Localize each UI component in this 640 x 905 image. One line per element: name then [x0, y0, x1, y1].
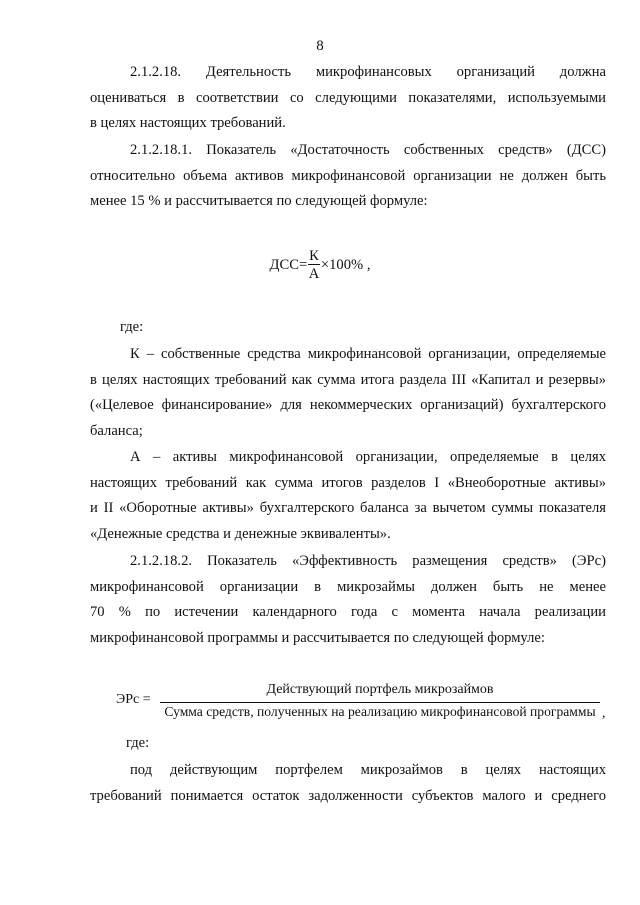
page-number: 8 — [316, 38, 324, 54]
text-line: в целях настоящих требований как сумма итога раздела III «Капитал и резервы» — [90, 371, 606, 388]
text-line: в целях настоящих требований. — [90, 115, 286, 132]
fraction-numerator: К — [309, 248, 319, 264]
formula-dss — [0, 248, 640, 283]
fraction-denominator: Сумма средств, полученных на реализацию микрофинансовой программы — [164, 704, 596, 719]
text-line: 70 % по истечении календарного года с момента начала реализации — [90, 604, 606, 621]
formula-ers — [116, 682, 610, 724]
text-line: менее 15 % и рассчитывается по следующей формуле: — [90, 193, 428, 210]
formula-comma: , — [602, 706, 606, 721]
text-line: микрофинансовой программы и рассчитывается по следующей формуле: — [90, 629, 545, 646]
definition-portfolio — [90, 758, 606, 809]
formula-lhs: ЭРс = — [116, 692, 151, 707]
text-line: микрофинансовой организации в микрозаймы должен быть не менее — [90, 578, 606, 595]
fraction-bar — [160, 702, 600, 703]
text-line: требований понимается остаток задолженности субъектов малого и среднего — [90, 787, 606, 804]
formula-lhs: ДСС= — [269, 257, 308, 273]
text-line: оцениваться в соответствии со следующими показателями, используемыми — [90, 89, 606, 106]
text-line: («Целевое финансирование» для некоммерческих организаций) бухгалтерского — [90, 397, 606, 414]
text-line: настоящих требований как сумма итогов разделов I «Внеоборотные активы» — [90, 474, 606, 491]
where-label: где: — [120, 319, 144, 335]
fraction-numerator: Действующий портфель микрозаймов — [266, 682, 494, 697]
definition-k — [90, 342, 606, 444]
text-line: 2.1.2.18.1. Показатель «Достаточность собственных средств» (ДСС) — [130, 142, 606, 158]
fraction-denominator: А — [308, 266, 320, 282]
paragraph-2-1-2-18-2 — [90, 549, 606, 651]
paragraph-2-1-2-18-1 — [90, 138, 606, 215]
text-line: «Денежные средства и денежные эквиваленты». — [90, 525, 391, 542]
text-line: относительно объема активов микрофинансовой организации не должен быть — [90, 167, 606, 184]
where-label: где: — [126, 735, 150, 751]
text-line: 2.1.2.18. Деятельность микрофинансовых организаций должна — [130, 64, 606, 80]
paragraph-2-1-2-18 — [90, 60, 606, 137]
fraction — [308, 248, 320, 283]
text-line: 2.1.2.18.2. Показатель «Эффективность размещения средств» (ЭРс) — [130, 553, 606, 569]
definition-a — [90, 445, 606, 547]
formula-tail: ×100% , — [320, 257, 371, 273]
text-line: баланса; — [90, 422, 143, 439]
text-line: под действующим портфелем микрозаймов в целях настоящих — [130, 762, 606, 778]
text-line: К – собственные средства микрофинансовой организации, определяемые — [130, 346, 606, 362]
text-line: и II «Оборотные активы» бухгалтерского баланса за вычетом суммы показателя — [90, 500, 606, 517]
text-line: А – активы микрофинансовой организации, определяемые в целях — [130, 449, 606, 465]
